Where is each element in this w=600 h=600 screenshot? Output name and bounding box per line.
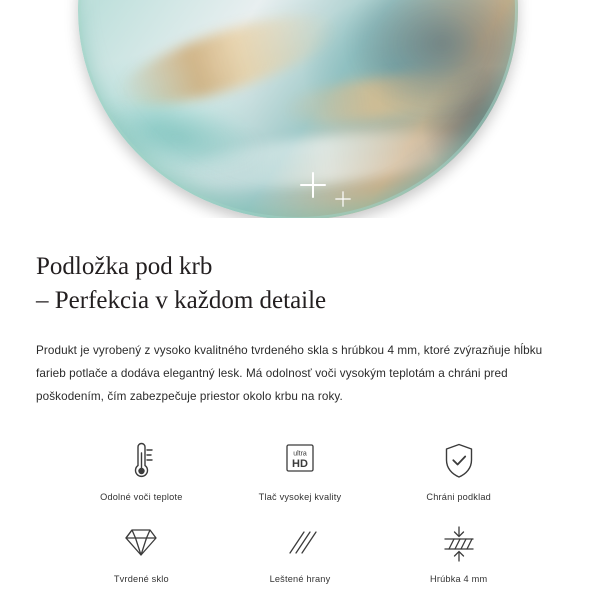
thickness-icon	[436, 520, 482, 566]
svg-text:ultra: ultra	[293, 450, 307, 458]
thermometer-icon	[118, 438, 164, 484]
glass-edge-highlight	[78, 0, 518, 218]
feature-item-tempered-glass	[62, 520, 221, 584]
feature-item-surface-protection	[379, 438, 538, 502]
content-block	[0, 218, 600, 584]
shield-check-icon	[436, 438, 482, 484]
feature-item-thickness	[379, 520, 538, 584]
feature-item-temperature	[62, 438, 221, 502]
svg-text:HD: HD	[292, 458, 308, 471]
polished-edges-icon	[277, 520, 323, 566]
ultra-hd-icon	[277, 438, 323, 484]
headline-line-2: – Perfekcia v každom detaile	[36, 287, 327, 314]
description-paragraph: Produkt je vyrobený z vysoko kvalitného tvrdeného skla s hrúbkou 4 mm, ktoré zvýrazňuje hĺbku farieb potlače a dodáva elegantný lesk. Má odolnosť voči vysokým teplotám a chráni pred poškodením, čím zabezpečuje priestor okolo krbu na roky.	[36, 344, 543, 403]
headline-line-1: Podložka pod krb	[36, 253, 213, 280]
feature-label: Tlač vysokej kvality	[258, 492, 342, 503]
page-title	[36, 250, 564, 318]
feature-item-print-quality	[221, 438, 380, 502]
feature-label: Tvrdené sklo	[113, 574, 169, 585]
feature-label: Hrúbka 4 mm	[429, 574, 488, 585]
feature-label: Leštené hrany	[269, 574, 331, 585]
feature-label: Odolné voči teplote	[100, 492, 183, 503]
glass-mat-image	[78, 0, 518, 218]
hero-image	[0, 0, 600, 218]
diamond-icon	[118, 520, 164, 566]
feature-item-polished-edges	[221, 520, 380, 584]
feature-grid	[36, 438, 564, 584]
feature-label: Chráni podklad	[426, 492, 491, 503]
